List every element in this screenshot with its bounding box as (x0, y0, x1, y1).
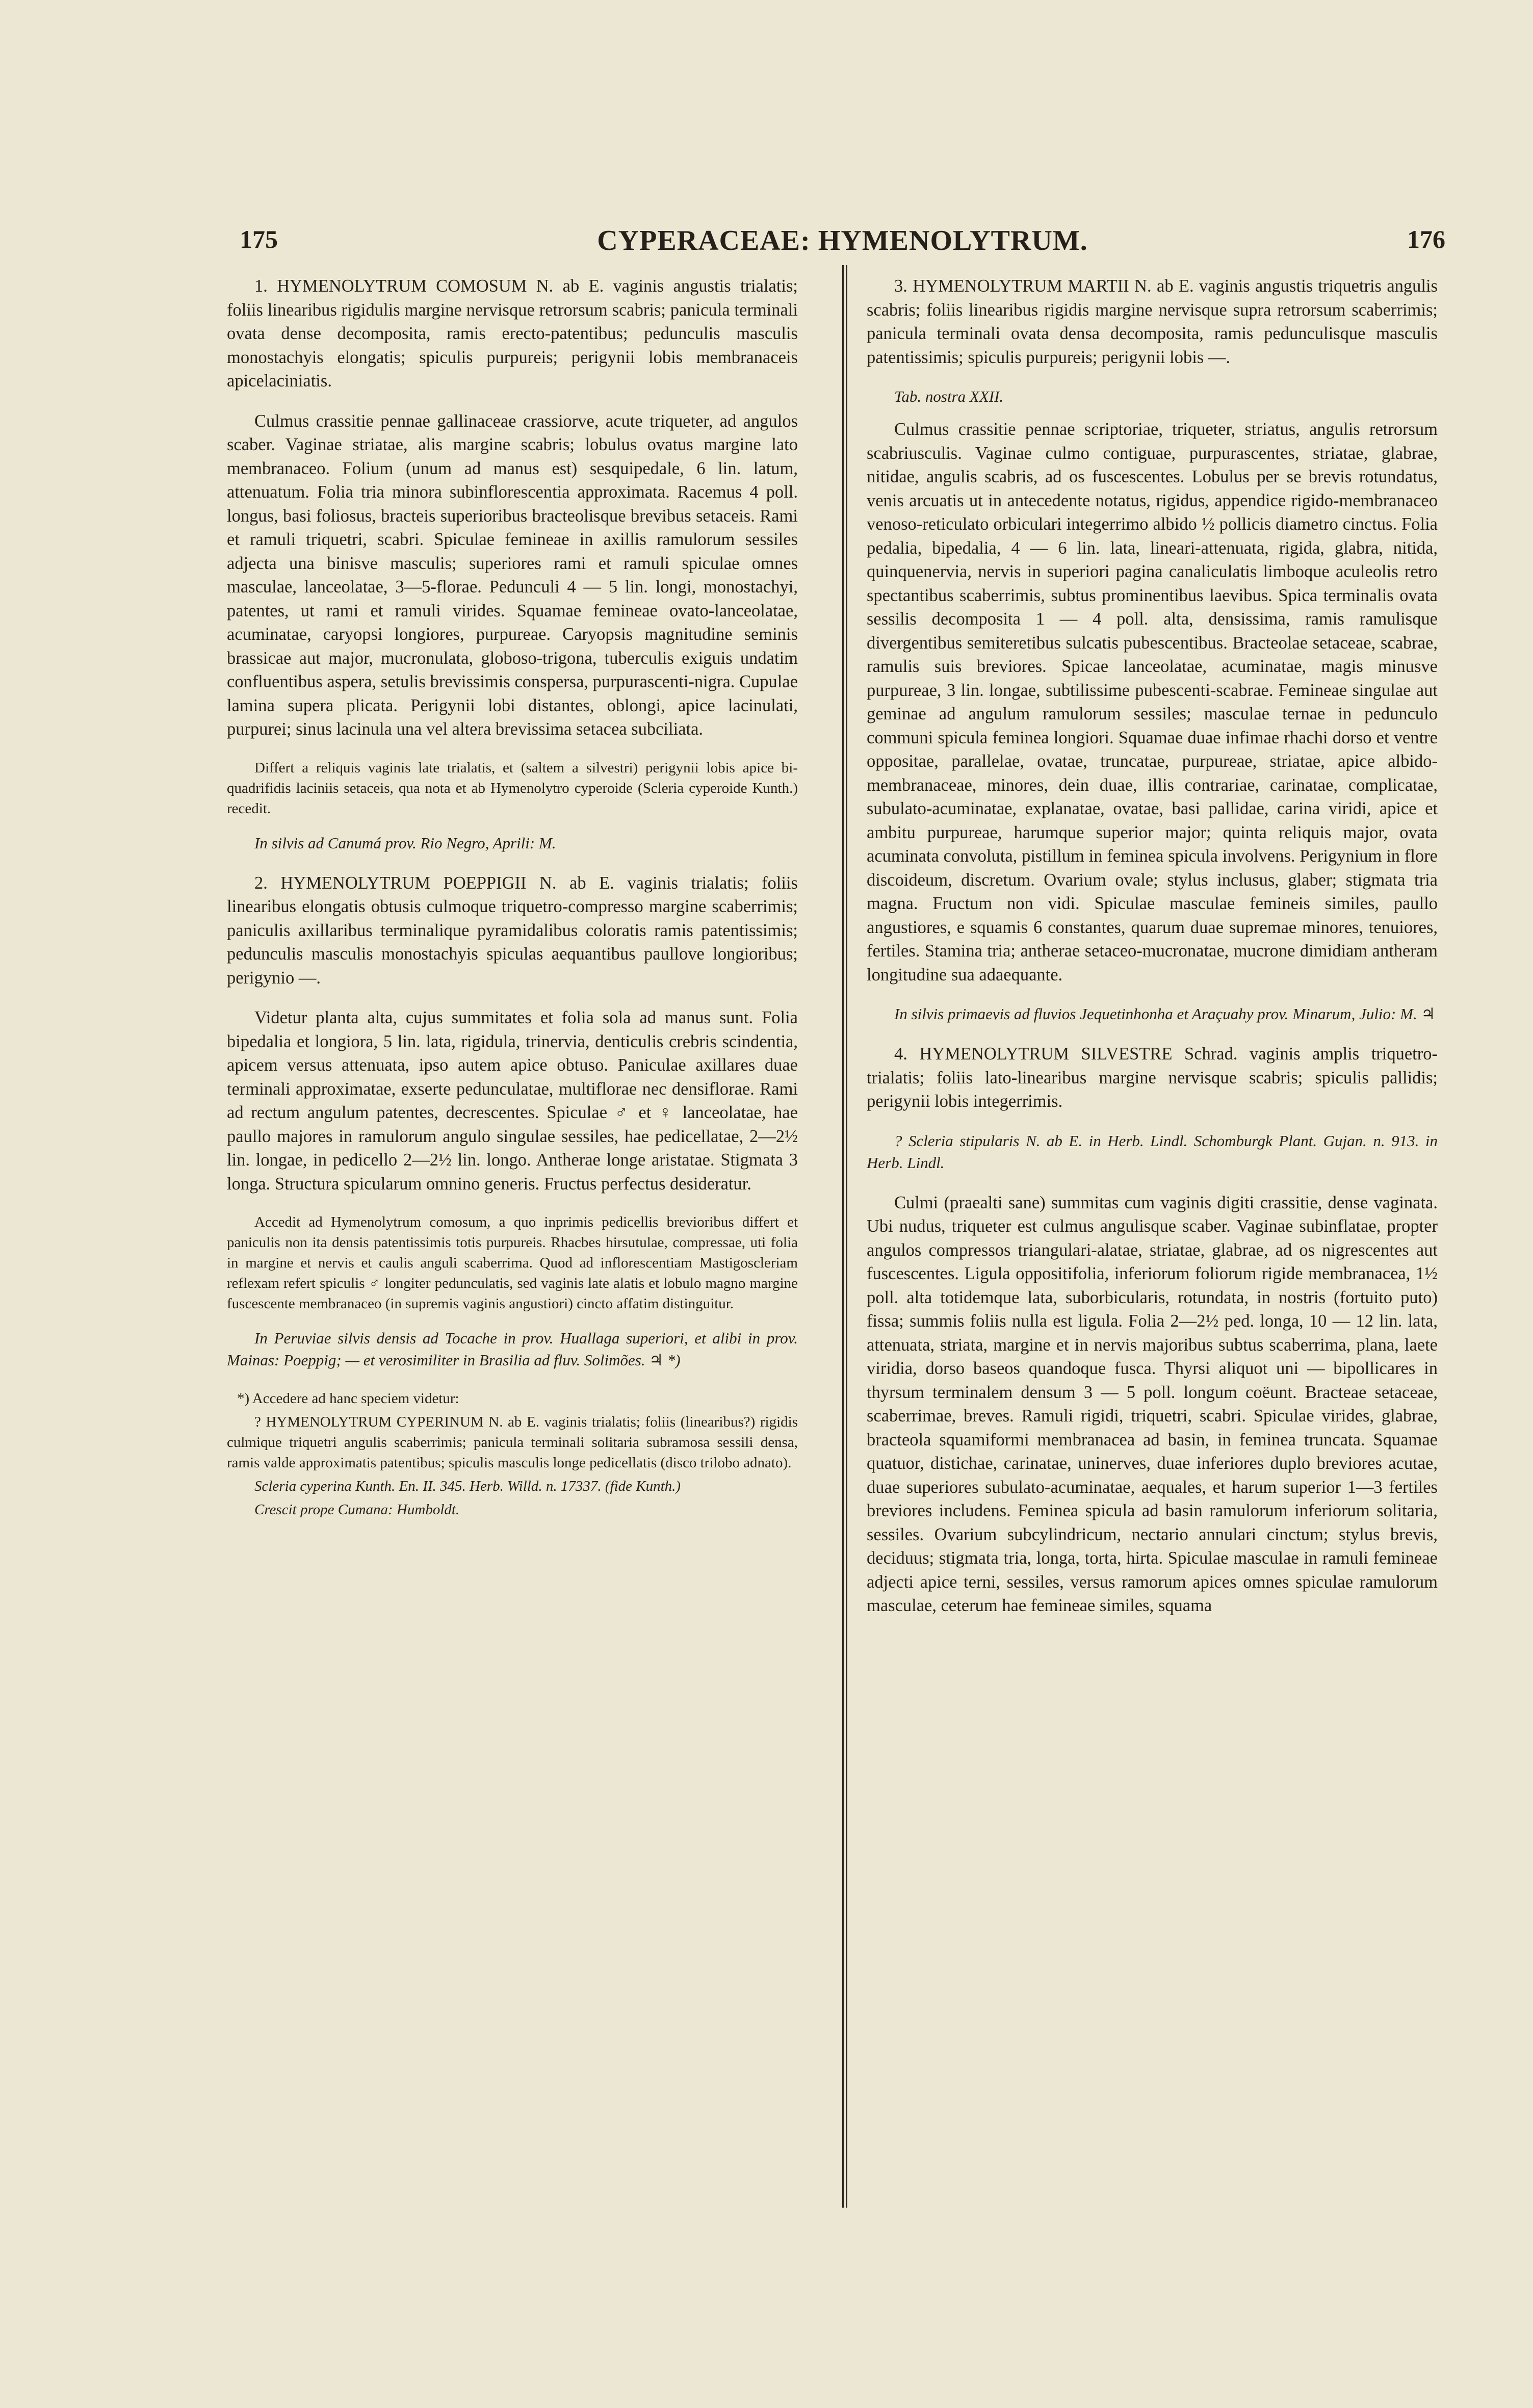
footnote-synonym: Scleria cyperina Kunth. En. II. 345. Herb. Willd. n. 17337. (fide Kunth.) (254, 1478, 681, 1494)
running-title: CYPERACEAE: HYMENOLYTRUM. (597, 225, 1088, 256)
species-2-note: Accedit ad Hymenolytrum comosum, a quo inprimis pedicellis brevioribus differt et paniculis non ita densis patentissimis totis purpureis. Rhacbes hirsutulae, compressae, uti folia in margine et nervis et caulis anguli scaberrima. Quod ad inflorescentiam Mastigoscleriam reflexam refert spiculis ♂ longiter pedunculatis, sed vaginis late alatis et lobulo magno margine fuscescente membranaceo (in supremis vaginis angustiori) cincto affatim distinguitur. (227, 1214, 798, 1312)
species-3-locality: In silvis primaevis ad fluvios Jequetinhonha et Araçuahy prov. Minarum, Julio: M. ♃ (894, 1005, 1436, 1023)
species-4-description: Culmi (praealti sane) summitas cum vaginis digiti crassitie, dense vaginata. Ubi nudus, triqueter est culmus angulisque scaber. Vaginae subinflatae, propter angulos compressos triangulari-alatae, striatae, glabrae, ad os nigrescentes aut fuscescentes. Ligula oppositifolia, inferiorum foliorum rigide membranacea, 1½ poll. alta totidemque lata, suborbicularis, rotundata, in nostris (fortuito puto) fissa; summis foliis nulla est ligula. Folia 2—2½ ped. longa, 10 — 12 lin. lata, attenuata, striata, margine et in nervis majoribus subtus scaberrima, plana, laete viridia, dorso baseos quandoque fusca. Thyrsi aliquot uni — bipollicares in thyrsum terminalem densum 3 — 5 poll. longum coëunt. Bracteae setaceae, scaberrimae, breves. Ramuli rigidi, triquetri, scabri. Spiculae virides, glabrae, bracteola squamiformi membranacea ad basin, in feminea truncata. Squamae quatuor, distichae, carinatae, uninerves, duae inferiores duplo breviores acutae, duae superiores subulato-acuminatae, aequales, et harum superior 1—3 fertiles breviores includens. Feminea spicula ad basin ramulorum inferiorum solitaria, sessiles. Ovarium subcylindricum, nectario annulari cinctum; stylus brevis, deciduus; stigmata tria, longa, torta, hirta. Spiculae masculae in ramuli femineae adjecti apice terni, sessiles, versus ramorum apices omnes spiculae ramulorum masculae, ceterum hae femineae similes, squama (867, 1193, 1438, 1615)
right-page-number: 176 (1407, 225, 1445, 253)
species-3-plate-reference: Tab. nostra XXII. (894, 387, 1004, 405)
footnote-locality: Crescit prope Cumana: Humboldt. (254, 1501, 460, 1518)
species-1-description: Culmus crassitie pennae gallinaceae crassiorve, acute triqueter, ad angulos scaber. Vaginae striatae, alis margine scabris; lobulus ovatus margine lato membranaceo. Folium (unum ad manus est) sesquipedale, 6 lin. latum, attenuatum. Folia tria minora subinflorescentia approximata. Racemus 4 poll. longus, basi foliosus, bracteis superioribus bracteolisque brevibus setaceis. Rami et ramuli triquetri, scabri. Spiculae femineae in axillis ramulorum sessiles adjecta una binisve masculis; superiores rami et ramuli spiculae omnes masculae, lanceolatae, 3—5-florae. Pedunculi 4 — 5 lin. longi, monostachyi, patentes, ut rami et ramuli virides. Squamae femineae ovato-lanceolatae, acuminatae, caryopsi longiores, purpureae. Caryopsis magnitudine seminis brassicae aut major, mucronulata, globoso-trigona, tuberculis exiguis undatim confluentibus aspera, setulis brevissimis conspersa, purpurascenti-nigra. Cupulae lamina supera plicata. Perigynii lobi distantes, oblongi, apice lacinulati, purpurei; sinus lacinula una vel altera brevissima setacea subciliata. (227, 411, 798, 739)
species-2-diagnosis: 2. HYMENOLYTRUM POEPPIGII N. ab E. vaginis trialatis; foliis linearibus elongatis obtusis culmoque triquetro-compresso margine scaberrimis; paniculis axillaribus terminalique pyramidalibus coloratis ramis patentissimis; pedunculis masculis monostachyis spiculas aequantibus paullove longioribus; perigynio —. (227, 873, 798, 988)
species-1-locality: In silvis ad Canumá prov. Rio Negro, Aprili: M. (254, 834, 556, 852)
species-3-description: Culmus crassitie pennae scriptoriae, triqueter, striatus, angulis retrorsum scabriusculis. Vaginae culmo contiguae, purpurascentes, striatae, glabrae, nitidae, angulis scabris, ad os fuscescentes. Lobulus per se brevis rotundatus, venis arcuatis ut in antecedente notatus, rigidus, appendice rigido-membranaceo venoso-reticulato orbiculari integerrimo albido ½ pollicis diametro cinctus. Folia pedalia, bipedalia, 4 — 6 lin. lata, lineari-attenuata, rigida, glabra, nitida, quinquenervia, nervis in superiori pagina canaliculatis limboque aculeolis retro spectantibus scaberrimis, subtus prominentibus laevibus. Spica terminalis ovata sessilis decomposita 1 — 4 poll. alta, densissima, ramis ramulisque divergentibus semiteretibus sulcatis pubescentibus. Bracteolae setaceae, scabrae, ramulis suis breviores. Spicae lanceolatae, acuminatae, magis minusve purpureae, 3 lin. longae, subtilissime pubescenti-scabrae. Femineae singulae aut geminae ad angulum ramulorum sessiles; masculae ternae in pedunculo communi spicula feminea longiori. Squamae duae infimae rhachi dorso et ventre oppositae, parallelae, ovatae, truncatae, purpureae, striatae, apice albido-membranaceae, minores, dein duae, illis contrariae, carinatae, complicatae, subulato-acuminatae, explanatae, ovatae, basi pallidae, carina viridi, apice et ambitu purpureae, harumque superior major; quinta reliquis major, ovata acuminata convoluta, pistillum in feminea spicula involvens. Perigynium in flore discoideum, discretum. Ovarium ovale; stylus inclusus, glaber; stigmata tria magna. Fructum non vidi. Spiculae masculae femineis similes, paullo angustiores, e squamis 6 constantes, quarum duae supremae minores, tenuiores, fertiles. Stamina tria; antherae setaceo-mucronatae, mucrone dimidiam antheram longitudine sua adaequante. (867, 420, 1438, 985)
column-divider-rule (842, 265, 847, 2208)
page-header (240, 224, 1445, 265)
right-column (867, 274, 1438, 1634)
left-page-number: 175 (240, 225, 278, 253)
footnote-intro: *) Accedere ad hanc speciem videtur: (237, 1390, 459, 1407)
footnote-species: ? HYMENOLYTRUM CYPERINUM N. ab E. vaginis trialatis; foliis (linearibus?) rigidis culmique triquetri angulis scaberrimis; panicula terminali solitaria subramosa sessili densa, ramis valde approximatis patentibus; spiculis masculis longe pedicellatis (disco trilobo adnato). (227, 1414, 798, 1471)
species-2-description: Videtur planta alta, cujus summitates et folia sola ad manus sunt. Folia bipedalia et longiora, 5 lin. lata, rigidula, trinervia, denticulis crebris scindentia, apicem versus attenuata, ipso autem apice obtuso. Paniculae axillares duae terminali approximatae, exserte pedunculatae, multiflorae nec densiflorae. Rami ad rectum angulum patentes, decrescentes. Spiculae ♂ et ♀ lanceolatae, hae paullo majores in ramulorum angulo singulae sessiles, hae pedicellatae, 2—2½ lin. longae, in pedicello 2—2½ lin. longo. Antherae longe aristatae. Stigmata 3 longa. Structura spicularum omnino generis. Fructus perfectus desideratur. (227, 1008, 798, 1194)
left-column (227, 274, 798, 1523)
species-1-diagnosis: 1. HYMENOLYTRUM COMOSUM N. ab E. vaginis angustis trialatis; foliis linearibus rigidulis margine nervisque retrorsum scabris; panicula terminali ovata dense decomposita, ramis erecto-patentibus; pedunculis masculis monostachyis elongatis; spiculis purpureis; perigynii lobis membranaceis apicelaciniatis. (227, 276, 798, 391)
species-1-note: Differt a reliquis vaginis late trialatis, et (saltem a silvestri) perigynii lobis apice bi-quadrifidis laciniis setaceis, qua nota et ab Hymenolytro cyperoide (Scleria cyperoide Kunth.) recedit. (227, 759, 798, 817)
species-4-diagnosis: 4. HYMENOLYTRUM SILVESTRE Schrad. vaginis amplis triquetro-trialatis; foliis lato-linearibus margine nervisque scabris; spiculis pallidis; perigynii lobis integerrimis. (867, 1044, 1438, 1111)
species-3-diagnosis: 3. HYMENOLYTRUM MARTII N. ab E. vaginis angustis triquetris angulis scabris; foliis linearibus rigidis margine nervisque supra retrorsum scaberrimis; panicula terminali ovata densa decomposita, ramis pedunculisque masculis patentissimis; spiculis purpureis; perigynii lobis —. (867, 276, 1438, 367)
species-2-locality: In Peruviae silvis densis ad Tocache in prov. Huallaga superiori, et alibi in prov. Mainas: Poeppig; — et verosimiliter in Brasilia ad fluv. Solimões. ♃ *) (227, 1329, 798, 1369)
species-4-synonym: ? Scleria stipularis N. ab E. in Herb. Lindl. Schomburgk Plant. Gujan. n. 913. in Herb. Lindl. (867, 1131, 1438, 1172)
